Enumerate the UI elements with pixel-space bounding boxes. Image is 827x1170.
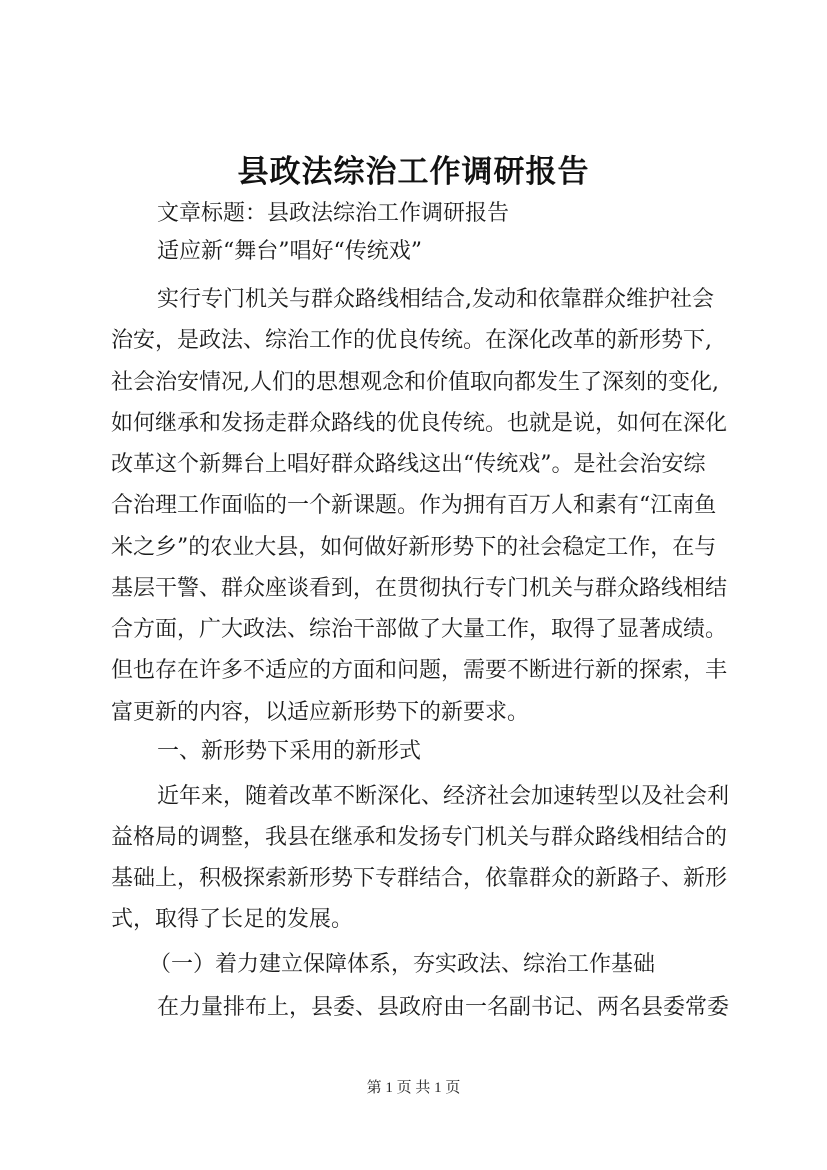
body-line: 但也存在许多不适应的方面和问题，需要不断进行新的探索，丰 xyxy=(111,658,728,683)
body-line: 如何继承和发扬走群众路线的优良传统。也就是说，如何在深化 xyxy=(111,411,728,436)
page-number-footer: 第 1 页 共 1 页 xyxy=(366,1080,461,1096)
body-line: 合治理工作面临的一个新课题。作为拥有百万人和素有“江南鱼 xyxy=(111,493,717,518)
body-line: 式，取得了长足的发展。 xyxy=(111,907,354,932)
body-line: 适应新“舞台”唱好“传统戏” xyxy=(157,239,422,264)
document-title: 县政法综治工作调研报告 xyxy=(237,154,590,190)
body-line: 基础上，积极探索新形势下专群结合，依靠群众的新路子、新形 xyxy=(111,866,728,891)
subsection-heading: （一）着力建立保障体系，夯实政法、综治工作基础 xyxy=(149,952,656,977)
body-line: 基层干警、群众座谈看到，在贯彻执行专门机关与群众路线相结 xyxy=(111,576,728,601)
body-line: 米之乡”的农业大县，如何做好新形势下的社会稳定工作，在与 xyxy=(111,535,717,560)
body-line: 改革这个新舞台上唱好群众路线这出“传统戏”。是社会治安综 xyxy=(111,452,706,477)
body-line: 富更新的内容，以适应新形势下的新要求。 xyxy=(111,700,530,725)
body-line: 益格局的调整，我县在继承和发扬专门机关与群众路线相结合的 xyxy=(111,825,728,850)
body-line: 实行专门机关与群众路线相结合,发动和依靠群众维护社会 xyxy=(157,287,714,312)
body-line: 文章标题：县政法综治工作调研报告 xyxy=(157,201,510,226)
body-line: 社会治安情况,人们的思想观念和价值取向都发生了深刻的变化, xyxy=(111,370,719,395)
body-line: 近年来，随着改革不断深化、经济社会加速转型以及社会利 xyxy=(157,784,730,809)
body-line: 合方面，广大政法、综治干部做了大量工作，取得了显著成绩。 xyxy=(111,617,728,642)
body-line: 治安，是政法、综治工作的优良传统。在深化改革的新形势下, xyxy=(111,328,712,353)
section-heading: 一、新形势下采用的新形式 xyxy=(157,739,422,764)
body-line: 在力量排布上，县委、县政府由一名副书记、两名县委常委 xyxy=(157,995,730,1020)
